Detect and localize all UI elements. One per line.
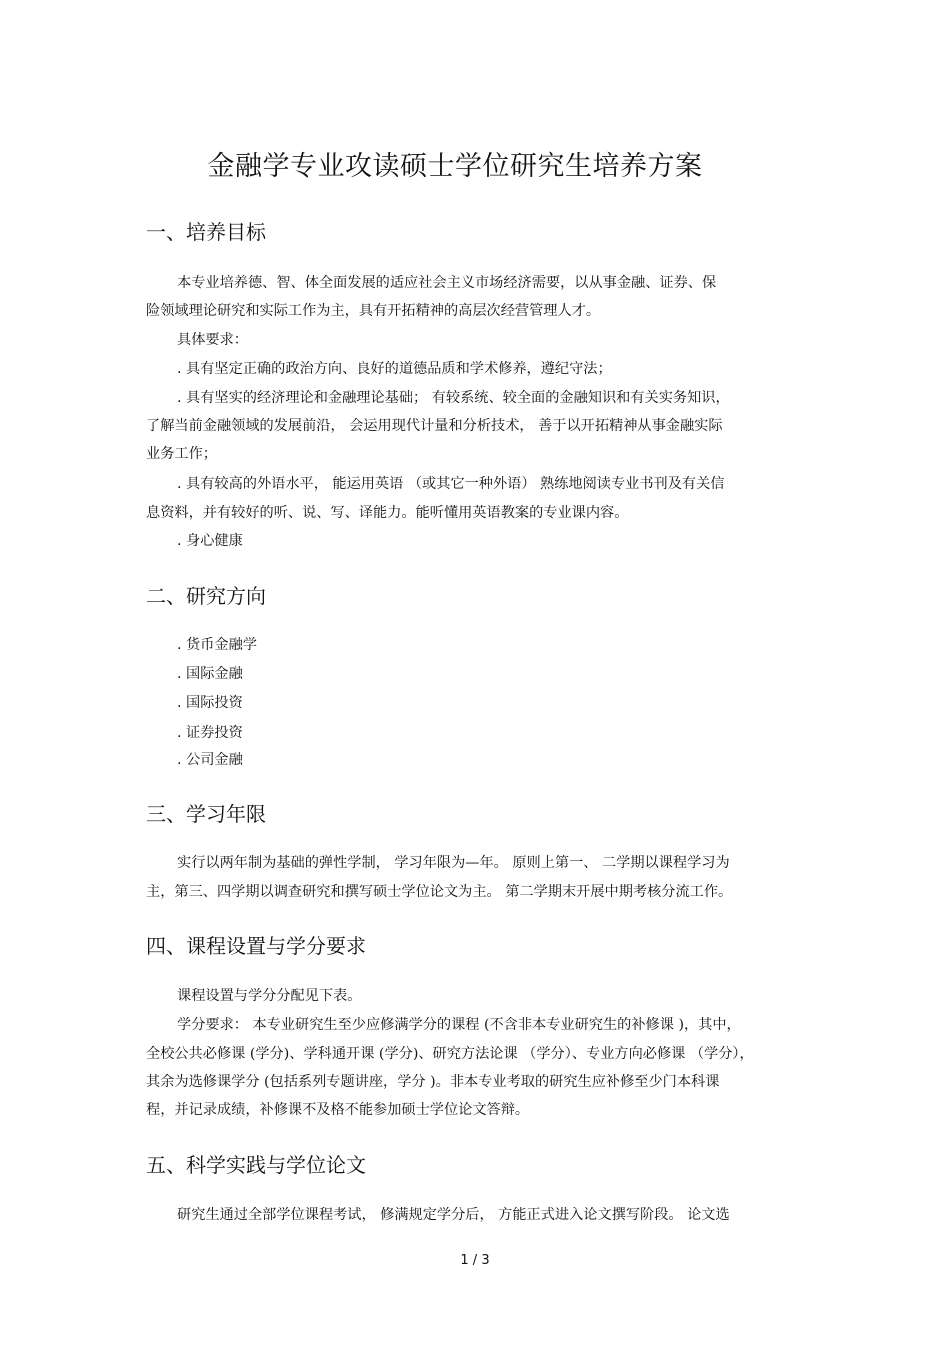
list-item: . 国际金融 xyxy=(177,666,243,682)
paragraph-line: 研究生通过全部学位课程考试， 修满规定学分后， 方能正式进入论文撰写阶段。 论文选 xyxy=(177,1207,730,1223)
paragraph-line: 业务工作； xyxy=(146,446,217,462)
section-heading-curriculum-credits: 四、课程设置与学分要求 xyxy=(146,934,366,958)
paragraph-line: 本专业培养德、智、体全面发展的适应社会主义市场经济需要，以从事金融、证券、保 xyxy=(177,275,717,291)
list-item: . 公司金融 xyxy=(177,752,243,768)
list-item: . 具有坚定正确的政治方向、良好的道德品质和学术修养，遵纪守法； xyxy=(177,361,612,377)
paragraph-line: 学分要求： 本专业研究生至少应修满学分的课程 (不含非本专业研究生的补修课 )，其中， xyxy=(177,1017,741,1033)
paragraph-line: 程，并记录成绩，补修课不及格不能参加硕士学位论文答辩。 xyxy=(146,1102,530,1118)
list-item: . 货币金融学 xyxy=(177,637,257,653)
paragraph-line: 息资料，并有较好的听、说、写、译能力。能听懂用英语教案的专业课内容。 xyxy=(146,505,629,521)
list-item: . 具有坚实的经济理论和金融理论基础； 有较系统、较全面的金融知识和有关实务知识， xyxy=(177,390,730,406)
list-item: . 国际投资 xyxy=(177,695,243,711)
page-title: 金融学专业攻读硕士学位研究生培养方案 xyxy=(207,151,703,182)
list-item: . 身心健康 xyxy=(177,533,243,549)
paragraph-line: 课程设置与学分分配见下表。 xyxy=(177,988,362,1004)
page-number: 1 / 3 xyxy=(460,1253,490,1268)
paragraph-line: 险领域理论研究和实际工作为主，具有开拓精神的高层次经营管理人才。 xyxy=(146,303,601,319)
paragraph-line: 具体要求： xyxy=(177,332,248,348)
section-heading-study-duration: 三、学习年限 xyxy=(146,802,266,826)
section-heading-research-directions: 二、研究方向 xyxy=(146,584,266,608)
paragraph-line: 了解当前金融领域的发展前沿， 会运用现代计量和分析技术， 善于以开拓精神从事金融实际 xyxy=(146,418,723,434)
list-item: . 具有较高的外语水平， 能运用英语 （或其它一种外语） 熟练地阅读专业书刊及有关信 xyxy=(177,476,725,492)
section-heading-practice-thesis: 五、科学实践与学位论文 xyxy=(146,1153,366,1177)
section-heading-objectives: 一、培养目标 xyxy=(146,220,266,244)
list-item: . 证券投资 xyxy=(177,725,243,741)
paragraph-line: 主，第三、四学期以调查研究和撰写硕士学位论文为主。 第二学期末开展中期考核分流工作。 xyxy=(146,884,733,900)
paragraph-line: 实行以两年制为基础的弹性学制， 学习年限为—年。 原则上第一、 二学期以课程学习为 xyxy=(177,855,730,871)
paragraph-line: 全校公共必修课 (学分)、学科通开课 (学分)、研究方法论课 （学分）、专业方向必修课 （学分）， xyxy=(146,1046,754,1062)
paragraph-line: 其余为选修课学分 (包括系列专题讲座，学分 )。非本专业考取的研究生应补修至少门本科课 xyxy=(146,1074,720,1090)
